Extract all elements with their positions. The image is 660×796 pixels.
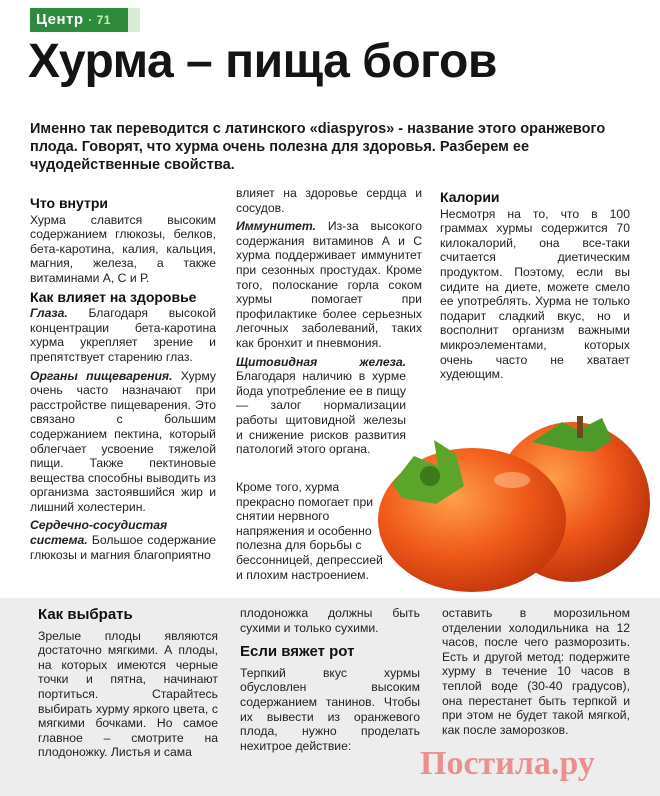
logo-text: Центр (36, 11, 84, 28)
heading-health: Как влияет на здоровье (30, 288, 197, 305)
tart-continued-section (442, 606, 630, 741)
heading-calories: Калории (440, 189, 500, 205)
choose-continued: плодоножка должны быть сухими и только сухими. (240, 606, 420, 635)
persimmon-highlight (494, 472, 530, 488)
immunity-paragraph (236, 219, 422, 350)
nervous-paragraph: Кроме того, хурма прекрасно помогает при снятии нервного напряжения и особенно полезна для борьбы с бессонницей, депрессией и плохим настроением. (236, 480, 383, 582)
thyroid-text: Благодаря наличию в хурме йода употребление ее в пищу — залог нормализации работы щитовидной железы и снижение рисков развития патологий этого органа. (236, 369, 406, 457)
tart-text: Терпкий вкус хурмы обусловлен высоким содержанием танинов. Чтобы их вывести из оранжевого плода, нужно проделать нехитрое действие: (240, 665, 420, 753)
logo-tail (128, 8, 140, 32)
heart-text: Большое содержание глюкозы и магния благоприятно (30, 533, 216, 562)
lead-paragraph: Именно так переводится с латинского «diaspyros» - название этого оранжевого плода. Говорят, что хурма очень полезна для здоровья. Разберем ее чудодейственные свойства. (30, 121, 606, 173)
heading-tart: Если вяжет рот (240, 643, 355, 661)
choose-text: Зрелые плоды являются достаточно мягкими. А плоды, на которых имеются черные точки и пятна, начинают портиться. Старайтесь выбирать хурму яркого цвета, с мягкими бочками. Но самое главное – смотрите на плодоножку. Листья и сама (38, 628, 218, 760)
logo-badge (30, 8, 128, 32)
immunity-text: Из-за высокого содержания витаминов А и С хурма поддерживает иммунитет при сезонных простудах. Кроме того, полоскание горла соком хурмы помогает при профилактике более серьезных легочных заболеваний, таких как бронхит и пневмония. (236, 219, 422, 350)
column-3 (440, 188, 630, 386)
persimmon-back-stem (577, 416, 583, 438)
persimmon-image (372, 400, 660, 596)
column-1 (30, 194, 216, 566)
heart-paragraph (30, 518, 216, 562)
eyes-text: Благодаря высокой концентрации бета-каротина хурма укрепляет зрение и препятствует старению глаз. (30, 306, 216, 364)
digest-text: Хурму очень часто назначают при расстройстве пищеварения. Это связано с большим содержанием пектина, который облегчает усвоение тяжелой пищи. Также пектиновые вещества способны выводить из организма застоявшийся жир и лишний холестерин. (30, 368, 217, 514)
persimmon-front-calyx (420, 466, 440, 486)
eyes-paragraph (30, 306, 216, 364)
calories-text: Несмотря на то, что в 100 граммах хурмы содержится 70 килокалорий, она все-таки считается диетическим продуктом. Поэтому, если вы сидите на диете, можете смело ее употреблять. Хурма не только подарит сладкий вкус, но и восполнит организм важными микроэлементами, которых очень часто не хватает худеющим. (440, 206, 630, 382)
eyes-label: Глаза. (30, 306, 68, 321)
tart-continued: оставить в морозильном отделении холодильника на 12 часов, после чего разморозить. Есть и другой метод: подержите хурму в течение 10 часов в теплой воде (30-40 градусов), она перестанет быть терпкой и при этом не будет такой мягкой, как после заморозков. (442, 606, 630, 737)
digest-label: Органы пищеварения. (30, 368, 173, 383)
heart-label: Сердечно-сосудистая система. (30, 518, 168, 548)
page-title: Хурма – пища богов (28, 35, 497, 88)
heart-continued: влияет на здоровье сердца и сосудов. (236, 186, 422, 215)
heading-inside: Что внутри (30, 195, 108, 211)
heading-choose: Как выбрать (38, 606, 133, 623)
tart-section (240, 606, 420, 757)
logo-number: · 71 (88, 13, 111, 27)
immunity-label: Иммунитет. (236, 219, 316, 234)
choose-section (38, 608, 218, 764)
inside-text: Хурма славится высоким содержанием глюкозы, белков, бета-каротина, калия, кальция, магния, железа, а также витаминами А, С и Р. (30, 212, 216, 285)
column-2-extra (236, 480, 392, 586)
watermark: Постила.ру (420, 745, 595, 782)
thyroid-label: Щитовидная железа. (236, 354, 406, 369)
digest-paragraph (30, 369, 216, 515)
